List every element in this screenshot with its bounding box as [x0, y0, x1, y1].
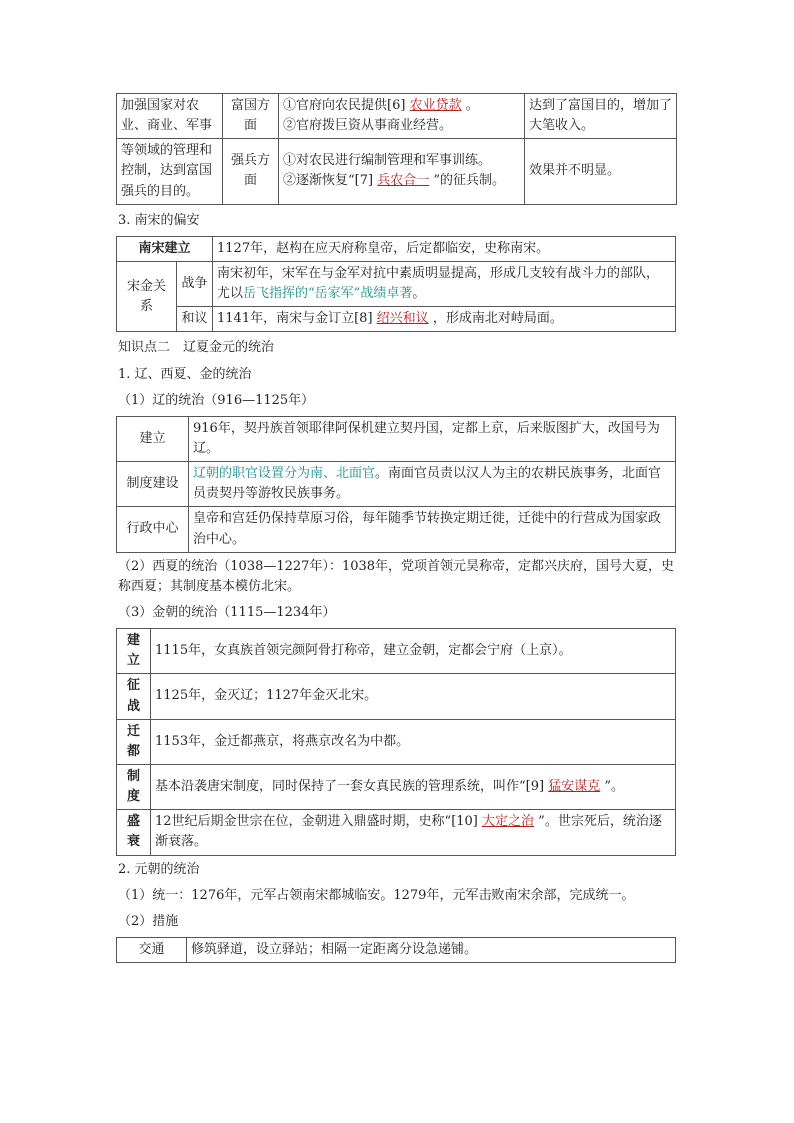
fuguo-effect: 达到了富国目的，增加了大笔收入。 [525, 94, 677, 139]
fuguo-label: 富国方面 [223, 94, 279, 139]
jin-rise-fall-text: 12世纪后期金世宗在位，金朝进入鼎盛时期，史称“[10] 大定之治 ”。世宗死后，统治逐渐衰落。 [151, 810, 676, 855]
jin-war-text: 1125年，金灭辽；1127年金灭北宋。 [151, 674, 676, 719]
jin-founding-label: 建立 [117, 629, 151, 674]
liao-system-label: 制度建设 [117, 462, 189, 507]
war-text: 南宋初年，宋军在与金军对抗中素质明显提高，形成几支较有战斗力的部队，尤以岳飞指挥的“岳家军”战绩卓著。 [213, 261, 676, 306]
heading-southern-song: 3. 南宋的偏安 [118, 212, 200, 228]
fuguo-content: ①官府向农民提供[6] 农业贷款 。 ②官府拨巨资从事商业经营。 [279, 94, 525, 139]
measures-summary-top: 加强国家对农业、商业、军事 [117, 94, 223, 139]
liao-admin-label: 行政中心 [117, 507, 189, 552]
peace-label: 和议 [177, 307, 213, 332]
answer-7: 兵农合一 [377, 173, 430, 189]
yue-fei-highlight: 岳飞指挥的“岳家军”战绩卓著 [243, 286, 413, 302]
page-content [116, 93, 676, 963]
jin-system-text: 基本沿袭唐宋制度，同时保持了一套女真民族的管理系统，叫作“[9] 猛安谋克 ”。 [151, 764, 676, 809]
qiangbing-effect: 效果并不明显。 [525, 139, 677, 204]
paragraph-unification: （1）统一：1276年，元军占领南宋都城临安。1279年，元军击败南宋余部，完成统一。 [118, 887, 635, 903]
yuan-measures-table [116, 937, 676, 963]
fuguo-qiangbing-table [116, 93, 677, 205]
heading-jin: （3）金朝的统治（1115—1234年） [118, 604, 336, 620]
transport-text: 修筑驿道，设立驿站；相隔一定距离分设急递铺。 [187, 937, 676, 962]
liao-admin-text: 皇帝和宫廷仍保持草原习俗，每年随季节转换定期迁徙，迁徙中的行营成为国家政治中心。 [189, 507, 676, 552]
heading-liao-xixia-jin: 1. 辽、西夏、金的统治 [118, 366, 252, 382]
song-jin-relations-label: 宋金关系 [117, 261, 177, 331]
jin-table [116, 628, 676, 855]
heading-knowledge-point-2: 知识点二 辽夏金元的统治 [118, 340, 275, 356]
qiangbing-content: ①对农民进行编制管理和军事训练。 ②逐渐恢复“[7] 兵农合一 ”的征兵制。 [279, 139, 525, 204]
heading-liao: （1）辽的统治（916—1125年） [118, 392, 315, 408]
liao-founding-label: 建立 [117, 416, 189, 461]
qiangbing-label: 强兵方面 [223, 139, 279, 204]
war-label: 战争 [177, 261, 213, 306]
measures-summary-bottom: 等领域的管理和控制，达到富国强兵的目的。 [117, 139, 223, 204]
transport-label: 交通 [117, 937, 187, 962]
liao-table [116, 416, 676, 553]
jin-founding-text: 1115年，女真族首领完颜阿骨打称帝，建立金朝，定都会宁府（上京）。 [151, 629, 676, 674]
jin-system-label: 制度 [117, 764, 151, 809]
southern-song-table [116, 236, 676, 333]
answer-10: 大定之治 [482, 814, 535, 830]
jin-capital-label: 迁都 [117, 719, 151, 764]
paragraph-xixia: （2）西夏的统治（1038—1227年）：1038年，党项首领元昊称帝，定都兴庆府，国号大夏，史称西夏；其制度基本模仿北宋。 [118, 558, 675, 594]
liao-system-text: 辽朝的职官设置分为南、北面官。南面官员责以汉人为主的农耕民族事务，北面官员责契丹等游牧民族事务。 [189, 462, 676, 507]
song-founding-text: 1127年，赵构在应天府称皇帝，后定都临安，史称南宋。 [213, 236, 676, 261]
jin-rise-fall-label: 盛衰 [117, 810, 151, 855]
song-founding-label: 南宋建立 [117, 236, 213, 261]
liao-founding-text: 916年，契丹族首领耶律阿保机建立契丹国，定都上京，后来版图扩大，改国号为辽。 [189, 416, 676, 461]
jin-war-label: 征战 [117, 674, 151, 719]
peace-text: 1141年，南宋与金订立[8] 绍兴和议 ，形成南北对峙局面。 [213, 307, 676, 332]
jin-capital-text: 1153年，金迁都燕京，将燕京改名为中都。 [151, 719, 676, 764]
answer-8: 绍兴和议 [376, 311, 429, 327]
heading-yuan: 2. 元朝的统治 [118, 861, 200, 877]
answer-9: 猛安谋克 [548, 779, 601, 794]
heading-measures: （2）措施 [118, 913, 179, 929]
answer-6: 农业贷款 [409, 98, 462, 113]
liao-official-highlight: 辽朝的职官设置分为南、北面官 [193, 466, 376, 482]
